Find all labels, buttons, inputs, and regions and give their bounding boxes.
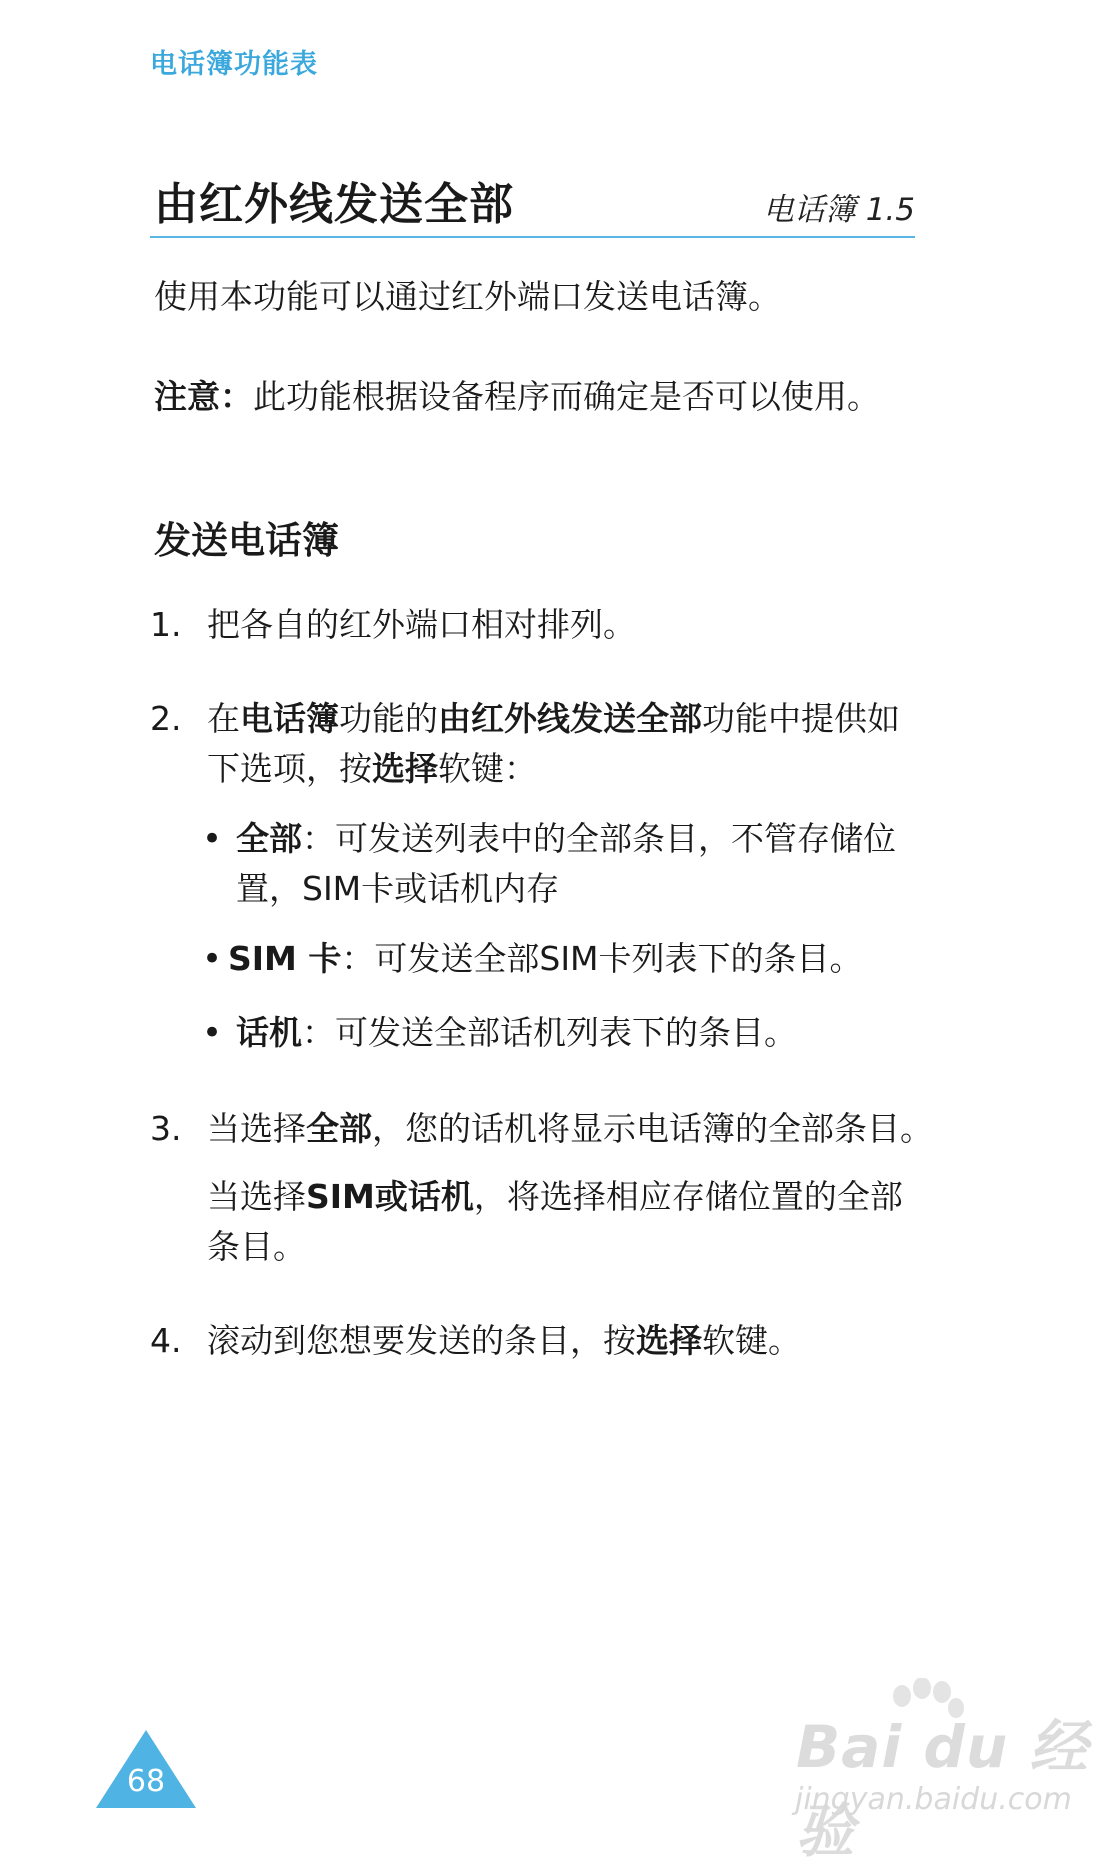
title-row <box>150 168 915 238</box>
bullet-icon: • <box>202 939 223 979</box>
watermark-url: jingyan.baidu.com <box>795 1782 1072 1817</box>
option-item: 话机：可发送全部话机列表下的条目。 <box>236 1013 797 1052</box>
step-text: 当选择SIM或话机，将选择相应存储位置的全部 <box>207 1177 903 1216</box>
step-text: 下选项，按选择软键： <box>207 749 537 788</box>
step-text: 把各自的红外端口相对排列。 <box>207 605 636 644</box>
step-text: 滚动到您想要发送的条目，按选择软键。 <box>207 1321 801 1360</box>
note-label: 注意： <box>154 377 253 416</box>
step-text: 在电话簿功能的由红外线发送全部功能中提供如 <box>207 699 900 738</box>
menu-reference: 电话簿 1.5 <box>762 192 915 228</box>
option-item: SIM 卡：可发送全部SIM卡列表下的条目。 <box>228 939 863 978</box>
step-number: 2. <box>150 699 182 738</box>
step-text: 当选择全部，您的话机将显示电话簿的全部条目。 <box>207 1109 933 1148</box>
page-title: 由红外线发送全部 <box>154 179 514 230</box>
step-text: 条目。 <box>207 1227 306 1266</box>
intro-text: 使用本功能可以通过红外端口发送电话簿。 <box>154 277 781 316</box>
watermark-brand: Bai du 经验 <box>796 1713 1089 1865</box>
subheading: 发送电话簿 <box>154 519 339 562</box>
step-number: 3. <box>150 1109 182 1148</box>
section-header: 电话簿功能表 <box>150 49 318 80</box>
page-number: 68 <box>126 1764 166 1799</box>
note-paragraph <box>154 372 880 422</box>
note-text: 此功能根据设备程序而确定是否可以使用。 <box>253 377 880 416</box>
step-number: 4. <box>150 1321 182 1360</box>
option-item-continued: 置，SIM卡或话机内存 <box>236 869 560 908</box>
bullet-icon: • <box>202 819 223 859</box>
step-number: 1. <box>150 605 182 644</box>
option-item: 全部：可发送列表中的全部条目，不管存储位 <box>236 819 896 858</box>
bullet-icon: • <box>202 1013 223 1053</box>
